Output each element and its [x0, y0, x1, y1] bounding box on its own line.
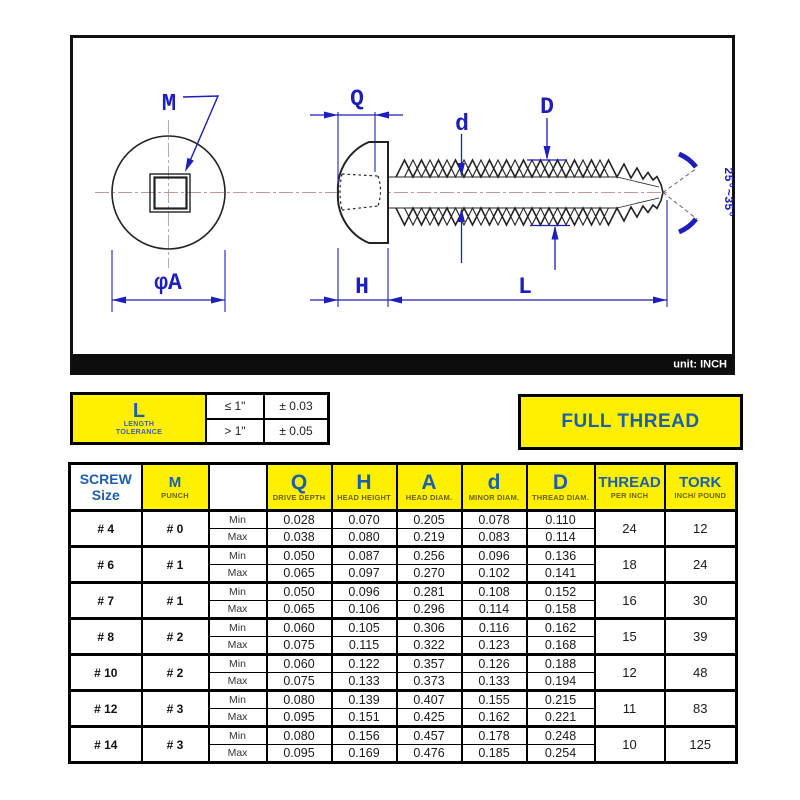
value-cell: 0.126	[462, 655, 527, 673]
size-cell: # 4	[70, 511, 142, 547]
value-cell: 0.248	[527, 727, 595, 745]
value-cell: 0.156	[332, 727, 397, 745]
value-cell: 0.065	[267, 601, 332, 619]
tolerance-label-line1: LENGTH	[123, 420, 155, 428]
value-cell: 0.080	[267, 691, 332, 709]
minmax-label: Max	[209, 565, 267, 583]
header-subtext: PER INCH	[610, 490, 649, 500]
length-tolerance-box	[70, 392, 330, 445]
minmax-label: Min	[209, 691, 267, 709]
table-row	[70, 511, 737, 529]
header-subtext: INCH/ POUND	[674, 490, 727, 500]
tolerance-symbol: L	[132, 399, 146, 422]
screw-technical-drawing	[70, 35, 735, 375]
tolerance-value: ± 0.03	[264, 394, 329, 419]
header-subtext: MINOR DIAM.	[468, 493, 520, 502]
header-row	[70, 464, 737, 511]
tork-cell: 24	[665, 547, 737, 583]
thread-cell: 15	[595, 619, 665, 655]
tolerance-label-line2: TOLERANCE	[115, 428, 163, 436]
minmax-label: Min	[209, 547, 267, 565]
value-cell: 0.296	[397, 601, 462, 619]
value-cell: 0.060	[267, 619, 332, 637]
value-cell: 0.219	[397, 529, 462, 547]
minmax-label: Min	[209, 511, 267, 529]
value-cell: 0.168	[527, 637, 595, 655]
size-cell: # 7	[70, 583, 142, 619]
header-subtext: PUNCH	[161, 490, 189, 500]
value-cell: 0.080	[332, 529, 397, 547]
header-d-thread	[527, 464, 595, 511]
header-text: THREAD	[598, 473, 661, 491]
svg-text:H: H	[355, 274, 369, 300]
value-cell: 0.169	[332, 745, 397, 763]
value-cell: 0.096	[332, 583, 397, 601]
minmax-label: Min	[209, 619, 267, 637]
value-cell: 0.158	[527, 601, 595, 619]
table-row	[70, 727, 737, 745]
header-subtext: THREAD DIAM.	[532, 493, 589, 502]
punch-cell: # 2	[142, 619, 209, 655]
value-cell: 0.306	[397, 619, 462, 637]
value-cell: 0.221	[527, 709, 595, 727]
value-cell: 0.178	[462, 727, 527, 745]
value-cell: 0.407	[397, 691, 462, 709]
value-cell: 0.254	[527, 745, 595, 763]
value-cell: 0.083	[462, 529, 527, 547]
value-cell: 0.457	[397, 727, 462, 745]
tolerance-condition: ≤ 1"	[206, 394, 264, 419]
unit-note: unit: INCH	[673, 358, 727, 371]
tork-cell: 48	[665, 655, 737, 691]
header-screw-size	[70, 464, 142, 511]
minmax-label: Max	[209, 529, 267, 547]
tork-cell: 83	[665, 691, 737, 727]
header-m-punch	[142, 464, 209, 511]
table-row	[70, 547, 737, 565]
value-cell: 0.080	[267, 727, 332, 745]
header-d-minor	[462, 464, 527, 511]
header-tork	[665, 464, 737, 511]
value-cell: 0.096	[462, 547, 527, 565]
punch-cell: # 1	[142, 547, 209, 583]
header-text: D	[552, 471, 569, 494]
size-cell: # 12	[70, 691, 142, 727]
value-cell: 0.215	[527, 691, 595, 709]
size-cell: # 10	[70, 655, 142, 691]
header-h	[332, 464, 397, 511]
minmax-label: Min	[209, 727, 267, 745]
tork-cell: 39	[665, 619, 737, 655]
value-cell: 0.095	[267, 709, 332, 727]
table-row	[70, 583, 737, 601]
tork-cell: 12	[665, 511, 737, 547]
value-cell: 0.095	[267, 745, 332, 763]
value-cell: 0.065	[267, 565, 332, 583]
header-text: A	[421, 471, 437, 494]
value-cell: 0.102	[462, 565, 527, 583]
punch-cell: # 2	[142, 655, 209, 691]
value-cell: 0.141	[527, 565, 595, 583]
value-cell: 0.116	[462, 619, 527, 637]
size-cell: # 8	[70, 619, 142, 655]
header-text: Size	[91, 487, 120, 503]
value-cell: 0.075	[267, 673, 332, 691]
value-cell: 0.087	[332, 547, 397, 565]
value-cell: 0.060	[267, 655, 332, 673]
value-cell: 0.110	[527, 511, 595, 529]
header-subtext: DRIVE DEPTH	[272, 493, 326, 502]
svg-text:d: d	[455, 111, 469, 137]
value-cell: 0.185	[462, 745, 527, 763]
thread-cell: 24	[595, 511, 665, 547]
minmax-label: Max	[209, 637, 267, 655]
drawing-frame	[72, 37, 734, 374]
size-cell: # 14	[70, 727, 142, 763]
unit-bar	[73, 354, 733, 373]
table-row	[70, 619, 737, 637]
header-a	[397, 464, 462, 511]
punch-cell: # 3	[142, 727, 209, 763]
value-cell: 0.194	[527, 673, 595, 691]
thread-cell: 10	[595, 727, 665, 763]
value-cell: 0.270	[397, 565, 462, 583]
value-cell: 0.108	[462, 583, 527, 601]
header-q	[267, 464, 332, 511]
value-cell: 0.133	[462, 673, 527, 691]
header-text: d	[487, 471, 501, 494]
value-cell: 0.205	[397, 511, 462, 529]
value-cell: 0.162	[462, 709, 527, 727]
value-cell: 0.136	[527, 547, 595, 565]
minmax-label: Min	[209, 655, 267, 673]
size-cell: # 6	[70, 547, 142, 583]
svg-text:25°~35°: 25°~35°	[721, 167, 735, 218]
tolerance-value: ± 0.05	[264, 419, 329, 444]
header-text: SCREW	[79, 471, 132, 487]
label-square-drive: M	[161, 91, 177, 118]
value-cell: 0.115	[332, 637, 397, 655]
value-cell: 0.106	[332, 601, 397, 619]
minmax-label: Min	[209, 583, 267, 601]
value-cell: 0.097	[332, 565, 397, 583]
value-cell: 0.152	[527, 583, 595, 601]
header-text: Q	[290, 471, 308, 494]
minmax-label: Max	[209, 709, 267, 727]
value-cell: 0.038	[267, 529, 332, 547]
thread-cell: 18	[595, 547, 665, 583]
value-cell: 0.105	[332, 619, 397, 637]
value-cell: 0.028	[267, 511, 332, 529]
table-row	[70, 691, 737, 709]
value-cell: 0.123	[462, 637, 527, 655]
value-cell: 0.357	[397, 655, 462, 673]
punch-cell: # 1	[142, 583, 209, 619]
table-row	[72, 394, 329, 419]
value-cell: 0.075	[267, 637, 332, 655]
minmax-label: Max	[209, 673, 267, 691]
svg-text:Q: Q	[350, 86, 364, 112]
header-text: H	[356, 471, 372, 494]
header-text: M	[168, 473, 182, 491]
table-row	[70, 655, 737, 673]
value-cell: 0.050	[267, 583, 332, 601]
full-thread-label: FULL THREAD	[561, 411, 700, 432]
header-empty	[209, 464, 267, 511]
tork-cell: 30	[665, 583, 737, 619]
value-cell: 0.122	[332, 655, 397, 673]
header-thread-per-inch	[595, 464, 665, 511]
thread-cell: 16	[595, 583, 665, 619]
screw-spec-table	[68, 462, 738, 764]
value-cell: 0.139	[332, 691, 397, 709]
value-cell: 0.373	[397, 673, 462, 691]
value-cell: 0.070	[332, 511, 397, 529]
value-cell: 0.155	[462, 691, 527, 709]
value-cell: 0.256	[397, 547, 462, 565]
value-cell: 0.162	[527, 619, 595, 637]
value-cell: 0.114	[462, 601, 527, 619]
thread-cell: 11	[595, 691, 665, 727]
minmax-label: Max	[209, 745, 267, 763]
punch-cell: # 0	[142, 511, 209, 547]
svg-text:D: D	[540, 94, 554, 120]
value-cell: 0.151	[332, 709, 397, 727]
value-cell: 0.322	[397, 637, 462, 655]
value-cell: 0.281	[397, 583, 462, 601]
tork-cell: 125	[665, 727, 737, 763]
value-cell: 0.476	[397, 745, 462, 763]
tolerance-condition: > 1"	[206, 419, 264, 444]
value-cell: 0.078	[462, 511, 527, 529]
svg-text:L: L	[518, 274, 532, 300]
value-cell: 0.114	[527, 529, 595, 547]
value-cell: 0.133	[332, 673, 397, 691]
full-thread-badge	[518, 394, 743, 450]
value-cell: 0.188	[527, 655, 595, 673]
minmax-label: Max	[209, 601, 267, 619]
header-subtext: HEAD HEIGHT	[337, 493, 391, 502]
label-head-diameter: φA	[154, 270, 182, 296]
value-cell: 0.050	[267, 547, 332, 565]
header-text: TORK	[679, 473, 722, 491]
value-cell: 0.425	[397, 709, 462, 727]
header-subtext: HEAD DIAM.	[405, 493, 453, 502]
tolerance-symbol-cell	[72, 394, 207, 444]
thread-cell: 12	[595, 655, 665, 691]
punch-cell: # 3	[142, 691, 209, 727]
